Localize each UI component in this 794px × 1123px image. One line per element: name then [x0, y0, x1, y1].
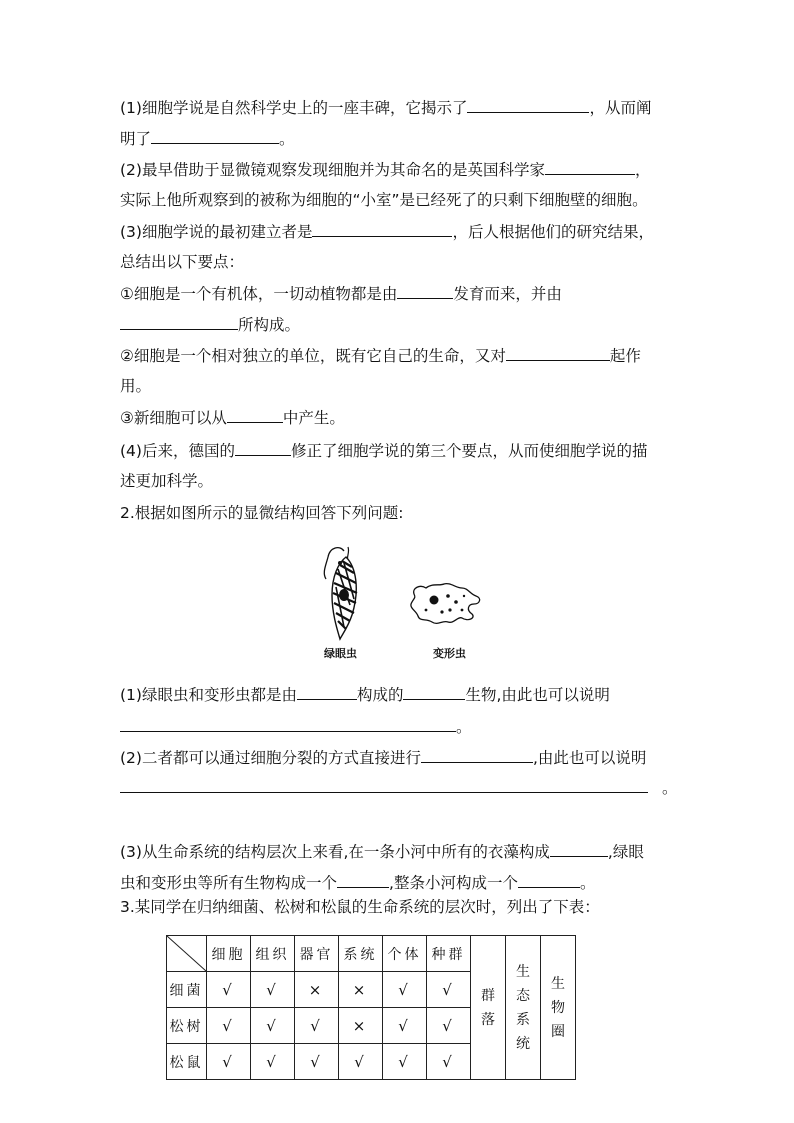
q2-text: ,由此也可以说明	[532, 749, 647, 767]
diagonal-corner-cell	[167, 936, 207, 972]
q3-title	[120, 897, 600, 917]
col-header-text: 生态系统	[516, 963, 530, 1052]
q1-text: ①细胞是一个有机体，一切动植物都是由	[120, 285, 398, 303]
table-cell: ×	[295, 972, 339, 1008]
answer-blank[interactable]	[337, 872, 389, 888]
q1-line-12	[120, 440, 647, 461]
q2-title-text: 2.根据如图所示的显微结构回答下列问题:	[120, 504, 404, 522]
answer-blank[interactable]	[120, 314, 238, 330]
q2-text: ,绿眼	[607, 843, 644, 861]
table-cell: √	[427, 972, 471, 1008]
q2-line-4	[120, 777, 678, 798]
q2-text: ,整条小河构成一个	[389, 874, 518, 892]
answer-blank[interactable]	[397, 283, 453, 299]
table-cell: √	[251, 1008, 295, 1044]
answer-blank[interactable]	[403, 684, 465, 700]
q1-line-2	[120, 128, 295, 149]
q1-line-5	[120, 221, 654, 242]
answer-blank[interactable]	[518, 872, 580, 888]
q2-title	[120, 503, 404, 523]
col-header: 组织	[251, 936, 295, 972]
q2-text: 。	[456, 718, 472, 736]
col-header-text: 群落	[481, 987, 495, 1028]
answer-blank[interactable]	[120, 716, 456, 732]
q1-text: 用。	[120, 377, 152, 395]
q2-line-5	[120, 841, 644, 862]
table-cell: √	[295, 1008, 339, 1044]
q2-line-1	[120, 684, 610, 705]
q1-text: (2)最早借助于显微镜观察发现细胞并为其命名的是英国科学家	[120, 161, 545, 179]
q2-text: 生物,由此也可以说明	[465, 686, 610, 704]
q2-text: (1)绿眼虫和变形虫都是由	[120, 686, 297, 704]
q1-text: ，从而阐	[589, 99, 652, 117]
euglena-illustration	[310, 543, 370, 643]
table-header-row	[167, 936, 576, 972]
q2-line-2	[120, 716, 472, 737]
q2-text: 构成的	[356, 686, 404, 704]
table-cell: √	[295, 1044, 339, 1080]
answer-blank[interactable]	[421, 747, 533, 763]
q1-line-8	[120, 314, 300, 335]
q1-text: ，后人根据他们的研究结果，	[452, 223, 654, 241]
diagonal-line	[167, 936, 206, 971]
q1-text: 修正了细胞学说的第三个要点，从而使细胞学说的描	[290, 442, 648, 460]
col-header: 种群	[427, 936, 471, 972]
table-cell: √	[427, 1044, 471, 1080]
q2-text: 。	[579, 874, 596, 892]
col-header: 细胞	[207, 936, 251, 972]
table-cell: √	[207, 1008, 251, 1044]
euglena-label: 绿眼虫	[324, 647, 357, 660]
q1-line-7	[120, 283, 562, 304]
col-header: 系统	[339, 936, 383, 972]
q1-text: 起作	[609, 347, 641, 365]
q1-text: 所构成。	[238, 316, 301, 334]
table-cell: √	[383, 1044, 427, 1080]
q1-text: ③新细胞可以从	[120, 409, 227, 427]
q1-text: (1)细胞学说是自然科学史上的一座丰碑，它揭示了	[120, 99, 468, 117]
col-header: 个体	[383, 936, 427, 972]
amoeba-label: 变形虫	[433, 647, 466, 660]
q1-text: 述更加科学。	[120, 472, 214, 490]
q1-line-4	[120, 190, 648, 210]
table-cell: √	[339, 1044, 383, 1080]
col-header: 器官	[295, 936, 339, 972]
table-cell: √	[207, 1044, 251, 1080]
answer-blank[interactable]	[545, 159, 635, 175]
q1-text: ，	[634, 161, 651, 179]
table-cell: ×	[339, 972, 383, 1008]
row-header: 细菌	[167, 972, 207, 1008]
q1-text: 明了	[120, 130, 152, 148]
q3-title-text: 3.某同学在归纳细菌、松树和松鼠的生命系统的层次时，列出了下表：	[120, 898, 600, 916]
col-header-text: 生物圈	[551, 975, 565, 1040]
q1-line-10	[120, 376, 151, 396]
q1-text: (4)后来，德国的	[120, 442, 235, 460]
q1-line-11	[120, 407, 345, 428]
amoeba-illustration	[406, 580, 486, 630]
levels-table	[166, 935, 576, 1080]
q1-line-3	[120, 159, 650, 180]
col-header-vertical	[471, 936, 506, 1080]
q2-text: (3)从生命系统的结构层次上来看,在一条小河中所有的衣藻构成	[120, 843, 550, 861]
q1-line-9	[120, 345, 641, 366]
table-cell: √	[207, 972, 251, 1008]
table-cell: √	[427, 1008, 471, 1044]
answer-blank[interactable]	[235, 440, 291, 456]
col-header-vertical	[541, 936, 576, 1080]
q1-text: ②细胞是一个相对独立的单位，既有它自己的生命，又对	[120, 347, 506, 365]
answer-blank[interactable]	[506, 345, 610, 361]
answer-blank[interactable]	[227, 407, 283, 423]
q2-text: (2)二者都可以通过细胞分裂的方式直接进行	[120, 749, 421, 767]
answer-blank[interactable]	[550, 841, 608, 857]
q1-text: 实际上他所观察到的被称为细胞的“小室”是已经死了的只剩下细胞壁的细胞。	[120, 191, 648, 209]
row-header: 松树	[167, 1008, 207, 1044]
table-cell: √	[383, 972, 427, 1008]
q1-line-13	[120, 471, 213, 491]
answer-blank[interactable]	[151, 128, 279, 144]
q1-text: (3)细胞学说的最初建立者是	[120, 223, 313, 241]
q1-line-1	[120, 97, 651, 118]
q2-text: 虫和变形虫等所有生物构成一个	[120, 874, 338, 892]
q2-line-6	[120, 872, 595, 893]
col-header-vertical	[506, 936, 541, 1080]
table-cell: √	[251, 972, 295, 1008]
answer-blank[interactable]	[120, 777, 648, 793]
answer-blank[interactable]	[312, 221, 452, 237]
answer-blank[interactable]	[467, 97, 589, 113]
q1-text: 中产生。	[282, 409, 345, 427]
answer-blank[interactable]	[297, 684, 357, 700]
q1-text: 发育而来，并由	[453, 285, 562, 303]
row-header: 松鼠	[167, 1044, 207, 1080]
table-cell: √	[251, 1044, 295, 1080]
q1-text: 。	[279, 130, 295, 148]
q1-text: 总结出以下要点：	[120, 253, 245, 271]
table-cell: ×	[339, 1008, 383, 1044]
q1-line-6	[120, 252, 244, 272]
q2-text: 。	[662, 779, 678, 797]
q2-line-3	[120, 747, 646, 768]
table-cell: √	[383, 1008, 427, 1044]
